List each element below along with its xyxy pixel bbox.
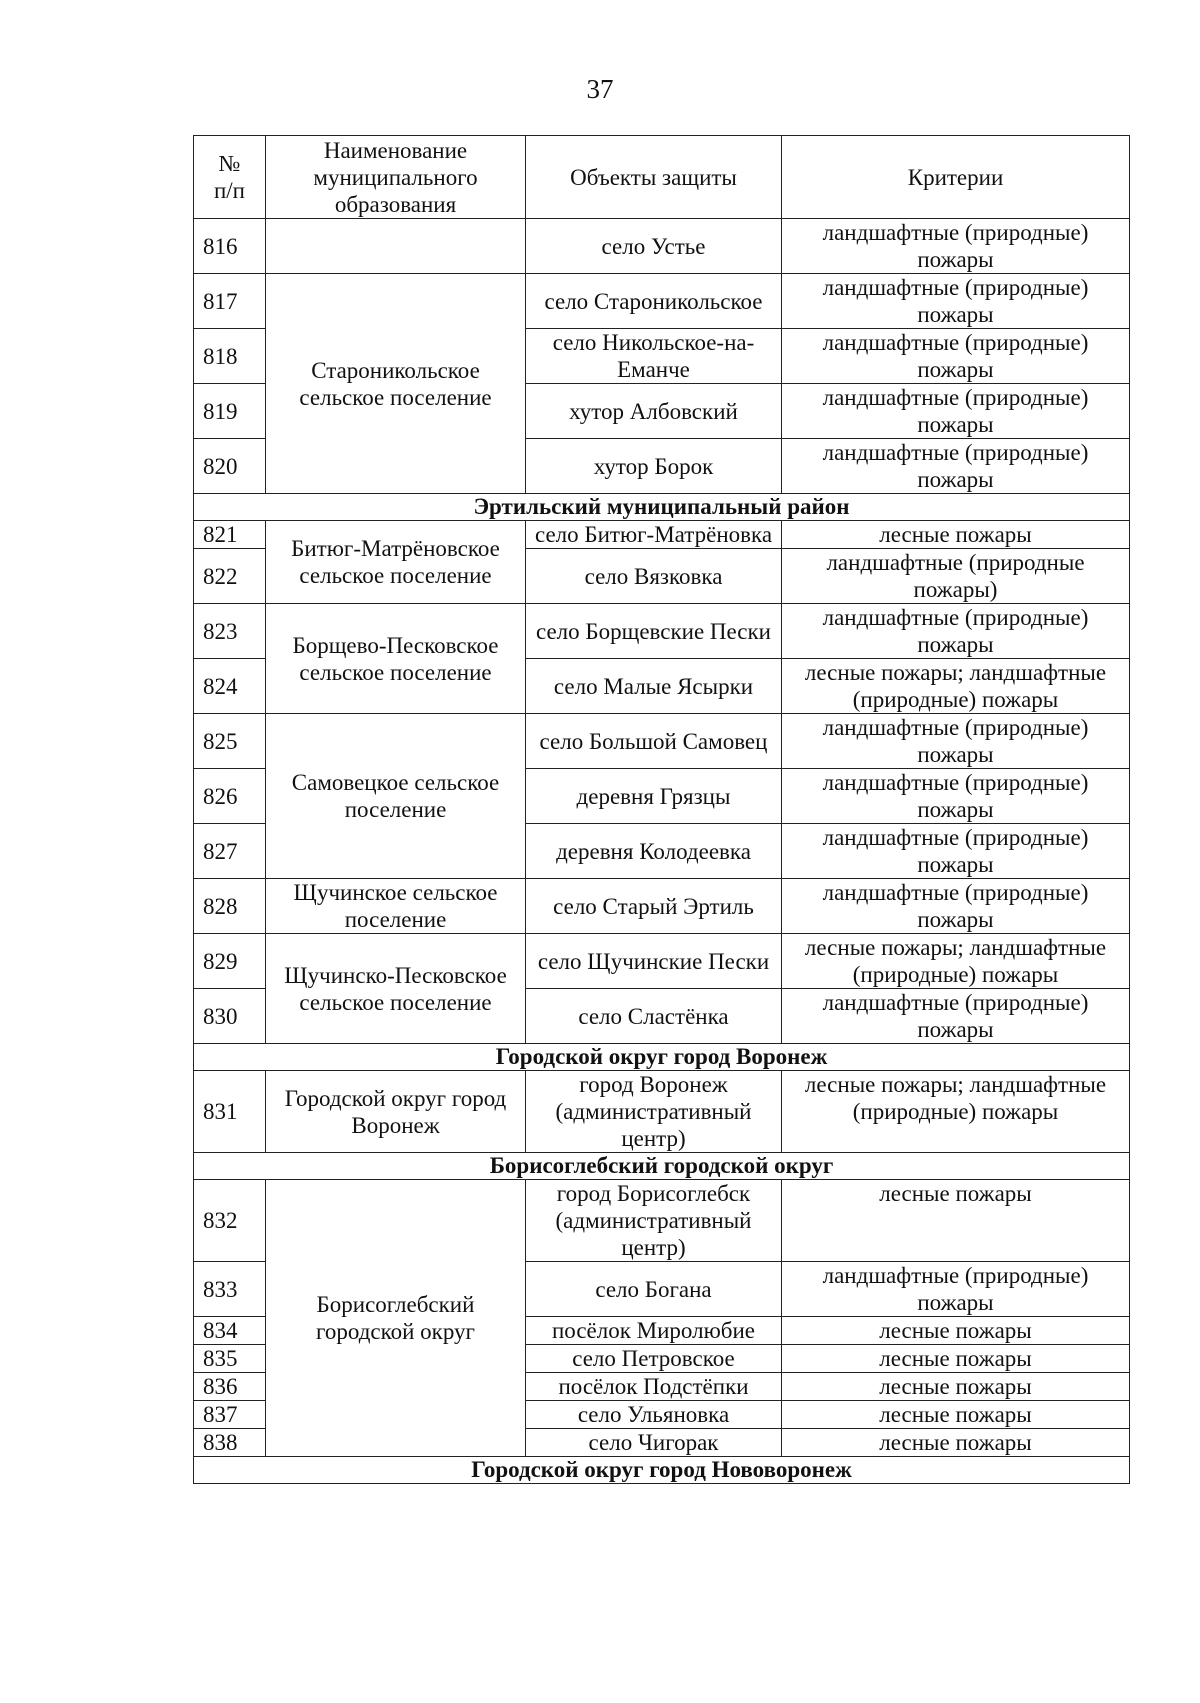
criteria-cell: лесные пожары — [782, 521, 1130, 549]
row-number: 821 — [194, 521, 266, 549]
protection-object-cell: село Вязковка — [526, 549, 782, 604]
criteria-cell: лесные пожары — [782, 1345, 1130, 1373]
criteria-cell: ландшафтные (природные) пожары — [782, 879, 1130, 934]
protection-object-cell: деревня Колодеевка — [526, 824, 782, 879]
criteria-cell: ландшафтные (природные) пожары — [782, 274, 1130, 329]
criteria-cell: ландшафтные (природные) пожары — [782, 439, 1130, 494]
criteria-cell: ландшафтные (природные) пожары — [782, 989, 1130, 1044]
table-row — [194, 521, 1130, 549]
section-row — [194, 1044, 1130, 1071]
criteria-cell: ландшафтные (природные) пожары — [782, 824, 1130, 879]
row-number: 818 — [194, 329, 266, 384]
municipality-cell: Битюг-Матрёновское сельское поселение — [266, 521, 526, 604]
criteria-cell: лесные пожары — [782, 1429, 1130, 1457]
protection-object-cell: село Петровское — [526, 1345, 782, 1373]
row-number: 832 — [194, 1180, 266, 1262]
row-number: 819 — [194, 384, 266, 439]
header-object: Объекты защиты — [526, 136, 782, 219]
row-number: 829 — [194, 934, 266, 989]
protection-object-cell: село Сластёнка — [526, 989, 782, 1044]
criteria-cell: лесные пожары — [782, 1317, 1130, 1345]
row-number: 823 — [194, 604, 266, 659]
table-header — [194, 136, 1130, 219]
row-number: 825 — [194, 714, 266, 769]
municipality-cell: Щучинское сельское поселение — [266, 879, 526, 934]
municipality-cell: Староникольское сельское поселение — [266, 274, 526, 494]
table-row — [194, 714, 1130, 769]
row-number: 827 — [194, 824, 266, 879]
protection-object-cell: село Большой Самовец — [526, 714, 782, 769]
protection-object-cell: село Борщевские Пески — [526, 604, 782, 659]
row-number: 836 — [194, 1373, 266, 1401]
row-number: 817 — [194, 274, 266, 329]
section-row — [194, 1153, 1130, 1180]
criteria-cell: ландшафтные (природные) пожары — [782, 714, 1130, 769]
section-row — [194, 1457, 1130, 1484]
protection-object-cell: хутор Албовский — [526, 384, 782, 439]
municipality-cell: Борисоглебский городской округ — [266, 1180, 526, 1457]
row-number: 835 — [194, 1345, 266, 1373]
table-body — [194, 219, 1130, 1484]
row-number: 822 — [194, 549, 266, 604]
protection-object-cell: посёлок Миролюбие — [526, 1317, 782, 1345]
row-number: 816 — [194, 219, 266, 274]
criteria-cell: ландшафтные (природные) пожары — [782, 329, 1130, 384]
header-num: № п/п — [194, 136, 266, 219]
protection-object-cell: село Староникольское — [526, 274, 782, 329]
protection-object-cell: город Воронеж (административный центр) — [526, 1071, 782, 1153]
protection-object-cell: город Борисоглебск (административный центр) — [526, 1180, 782, 1262]
header-row — [194, 136, 1130, 219]
criteria-cell: лесные пожары — [782, 1401, 1130, 1429]
table-row — [194, 219, 1130, 274]
criteria-cell: ландшафтные (природные) пожары — [782, 769, 1130, 824]
table-row — [194, 1071, 1130, 1153]
table-row — [194, 274, 1130, 329]
criteria-cell: лесные пожары; ландшафтные (природные) пожары — [782, 659, 1130, 714]
row-number: 838 — [194, 1429, 266, 1457]
row-number: 820 — [194, 439, 266, 494]
table-row — [194, 879, 1130, 934]
criteria-cell: лесные пожары; ландшафтные (природные) пожары — [782, 1071, 1130, 1153]
protection-object-cell: село Устье — [526, 219, 782, 274]
page-number: 37 — [586, 74, 614, 104]
section-row — [194, 494, 1130, 521]
protection-object-cell: деревня Грязцы — [526, 769, 782, 824]
municipality-cell — [266, 219, 526, 274]
criteria-cell: ландшафтные (природные пожары) — [782, 549, 1130, 604]
section-title: Борисоглебский городской округ — [194, 1153, 1130, 1180]
header-municipality: Наименование муниципального образования — [266, 136, 526, 219]
row-number: 831 — [194, 1071, 266, 1153]
protection-object-cell: село Ульяновка — [526, 1401, 782, 1429]
criteria-cell: ландшафтные (природные) пожары — [782, 384, 1130, 439]
table-row — [194, 1180, 1130, 1262]
criteria-cell: лесные пожары; ландшафтные (природные) пожары — [782, 934, 1130, 989]
protection-object-cell: село Богана — [526, 1262, 782, 1317]
section-title: Городской округ город Нововоронеж — [194, 1457, 1130, 1484]
protection-object-cell: село Никольское-на-Еманче — [526, 329, 782, 384]
table-row — [194, 604, 1130, 659]
row-number: 826 — [194, 769, 266, 824]
protection-objects-table — [193, 135, 1130, 1484]
protection-object-cell: хутор Борок — [526, 439, 782, 494]
criteria-cell: ландшафтные (природные) пожары — [782, 604, 1130, 659]
criteria-cell: лесные пожары — [782, 1373, 1130, 1401]
municipality-cell: Городской округ город Воронеж — [266, 1071, 526, 1153]
row-number: 828 — [194, 879, 266, 934]
protection-object-cell: село Щучинские Пески — [526, 934, 782, 989]
protection-object-cell: посёлок Подстёпки — [526, 1373, 782, 1401]
row-number: 824 — [194, 659, 266, 714]
municipality-cell: Борщево-Песковское сельское поселение — [266, 604, 526, 714]
row-number: 830 — [194, 989, 266, 1044]
protection-object-cell: село Малые Ясырки — [526, 659, 782, 714]
table-row — [194, 934, 1130, 989]
municipality-cell: Щучинско-Песковское сельское поселение — [266, 934, 526, 1044]
row-number: 834 — [194, 1317, 266, 1345]
municipality-cell: Самовецкое сельское поселение — [266, 714, 526, 879]
protection-object-cell: село Старый Эртиль — [526, 879, 782, 934]
section-title: Городской округ город Воронеж — [194, 1044, 1130, 1071]
criteria-cell: лесные пожары — [782, 1180, 1130, 1262]
protection-object-cell: село Чигорак — [526, 1429, 782, 1457]
protection-object-cell: село Битюг-Матрёновка — [526, 521, 782, 549]
criteria-cell: ландшафтные (природные) пожары — [782, 1262, 1130, 1317]
row-number: 837 — [194, 1401, 266, 1429]
row-number: 833 — [194, 1262, 266, 1317]
header-criteria: Критерии — [782, 136, 1130, 219]
section-title: Эртильский муниципальный район — [194, 494, 1130, 521]
criteria-cell: ландшафтные (природные) пожары — [782, 219, 1130, 274]
